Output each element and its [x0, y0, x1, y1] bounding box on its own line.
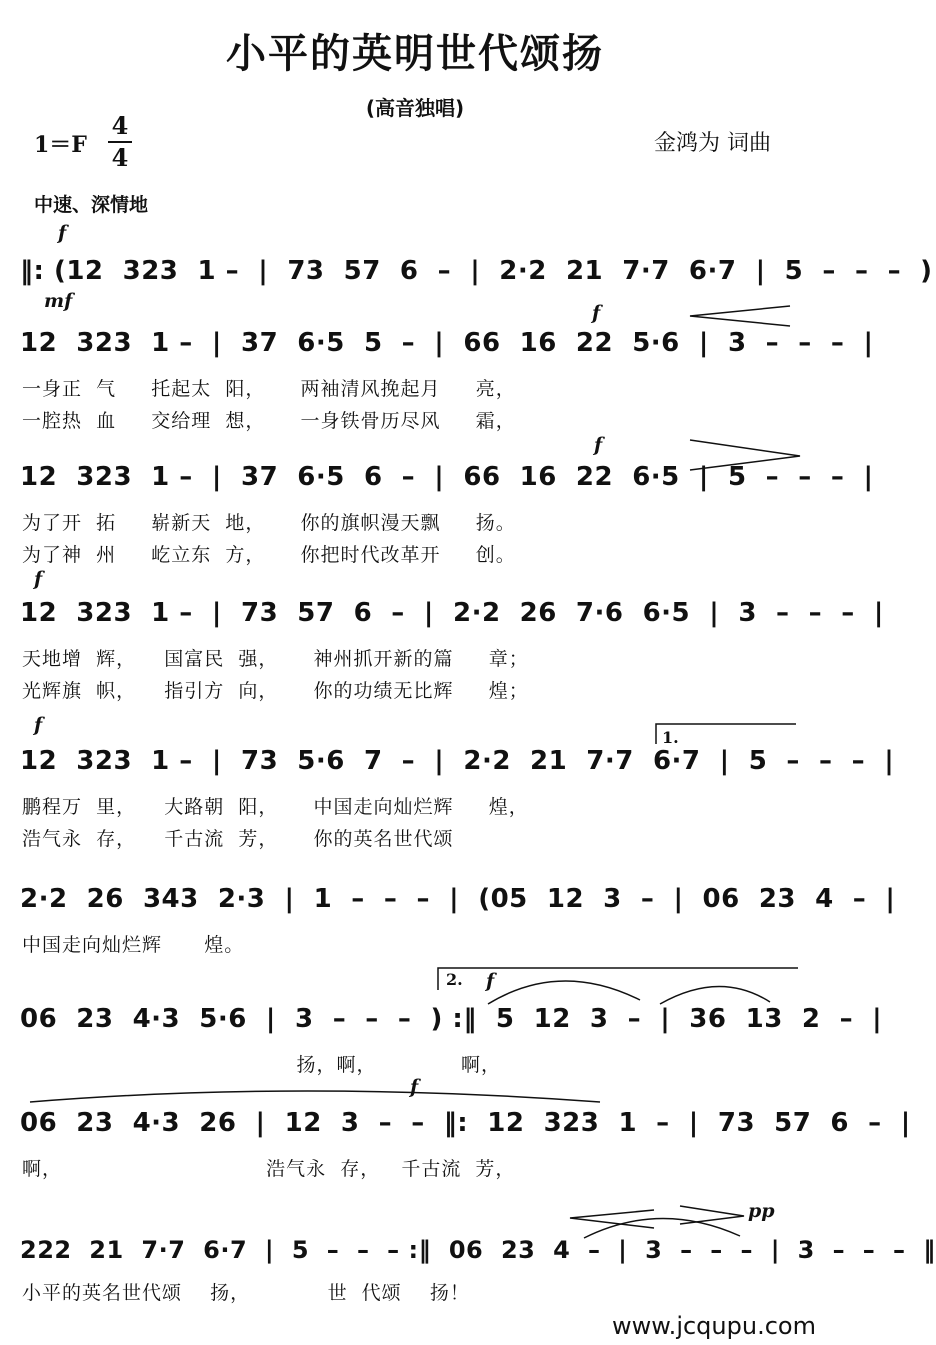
lyric-row-2-verse1: 一身正 气 托起太 阳， 两袖清风挽起月 亮， — [22, 378, 516, 400]
dynamic-f-row7: f — [486, 970, 495, 992]
lyric-row-9: 小平的英名世代颂 扬， 世 代颂 扬！ — [22, 1282, 470, 1304]
notation-row-3: 12 323 1 – | 37 6·5 6 – | 66 16 22 6·5 | 5 – – – | — [20, 462, 874, 492]
key-signature: 1＝F — [34, 132, 87, 158]
lyric-row-3-verse2: 为了神 州 屹立东 方， 你把时代改革开 创。 — [22, 544, 516, 566]
crescendo-hairpin-end — [570, 1210, 654, 1228]
meter-bottom: 4 — [111, 143, 129, 172]
dynamic-f-row3: f — [594, 434, 603, 456]
notation-row-1: ‖: (12 323 1 – | 73 57 6 – | 2·2 21 7·7 6·7 | 5 – – – ) — [20, 256, 933, 286]
dynamic-f-row5: f — [34, 714, 43, 736]
lyric-row-4-verse2: 光辉旗 帜， 指引方 向， 你的功绩无比辉 煌； — [22, 680, 529, 702]
song-subtitle: (高音独唱) — [365, 96, 465, 120]
notation-row-2: 12 323 1 – | 37 6·5 5 – | 66 16 22 5·6 | 3 – – – | — [20, 328, 874, 358]
lyric-row-5-verse1: 鹏程万 里， 大路朝 阳， 中国走向灿烂辉 煌， — [22, 796, 529, 818]
meter-top: 4 — [111, 111, 129, 140]
dynamic-f-row2: f — [592, 302, 601, 324]
lyric-row-6: 中国走向灿烂辉 煌。 — [22, 934, 245, 956]
dynamic-pp: pp — [748, 1200, 775, 1222]
lyric-row-5-verse2: 浩气永 存， 千古流 芳， 你的英名世代颂 — [22, 828, 454, 850]
lyric-row-3-verse1: 为了开 拓 崭新天 地， 你的旗帜漫天飘 扬。 — [22, 512, 516, 534]
notation-row-9: 222 21 7·7 6·7 | 5 – – – :‖ 06 23 4 – | 3 – – – | 3 – – – ‖ — [20, 1236, 936, 1264]
slur-row7-b — [660, 986, 770, 1004]
dynamic-f-intro: f — [58, 222, 67, 244]
website-watermark: www.jcqupu.com — [612, 1312, 816, 1340]
slur-row7-a — [488, 981, 640, 1004]
lyric-row-2-verse2: 一腔热 血 交给理 想， 一身铁骨历尽风 霜， — [22, 410, 516, 432]
notation-row-6: 2·2 26 343 2·3 | 1 – – – | (05 12 3 – | 06 23 4 – | — [20, 884, 896, 914]
volta-first-bracket — [656, 724, 796, 744]
slur-row8 — [30, 1091, 600, 1102]
notation-row-8: 06 23 4·3 26 | 12 3 – – ‖: 12 323 1 – | 73 57 6 – | — [20, 1108, 911, 1138]
dynamic-f-row4: f — [34, 568, 43, 590]
volta-first: 1. — [662, 728, 679, 747]
tempo-marking: 中速、深情地 — [34, 194, 149, 216]
lyric-row-8: 啊， 浩气永 存， 千古流 芳， — [22, 1158, 516, 1180]
dynamic-mf: mf — [44, 290, 73, 312]
volta-second-bracket — [438, 968, 798, 990]
dynamic-f-row8: f — [410, 1076, 419, 1098]
notation-row-4: 12 323 1 – | 73 57 6 – | 2·2 26 7·6 6·5 | 3 – – – | — [20, 598, 884, 628]
volta-second: 2. — [446, 970, 463, 989]
lyric-row-7: 扬，啊， 啊， — [22, 1054, 502, 1076]
notation-row-7: 06 23 4·3 5·6 | 3 – – – ) :‖ 5 12 3 – | 36 13 2 – | — [20, 1004, 883, 1034]
composer-credit: 金鸿为 词曲 — [654, 131, 771, 156]
song-title: 小平的英明世代颂扬 — [226, 31, 604, 77]
lyric-row-4-verse1: 天地增 辉， 国富民 强， 神州抓开新的篇 章； — [22, 648, 529, 670]
crescendo-hairpin-row2 — [690, 306, 790, 326]
notation-row-5: 12 323 1 – | 73 5·6 7 – | 2·2 21 7·7 6·7 | 5 – – – | — [20, 746, 895, 776]
